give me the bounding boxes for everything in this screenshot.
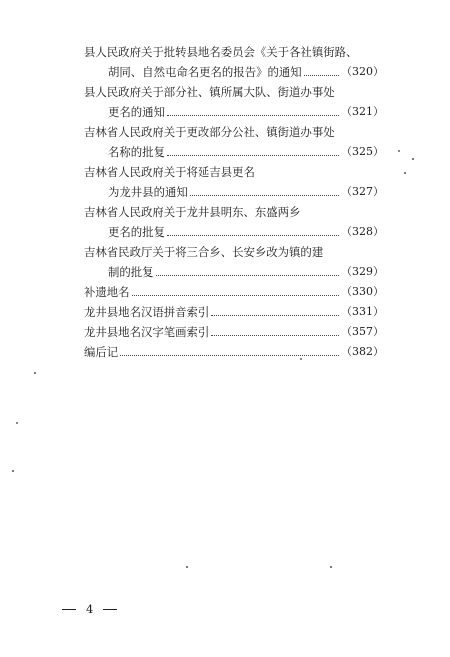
- toc-line: [84, 202, 384, 222]
- toc-page-number: （327）: [341, 185, 384, 198]
- scan-speck: [300, 358, 302, 360]
- page-footer: [62, 602, 152, 616]
- toc-entry-text: 吉林省人民政府关于龙井县明东、东盛两乡: [84, 205, 301, 219]
- toc-entry-text: 更名的批复: [108, 225, 165, 239]
- toc-line: [84, 142, 384, 162]
- toc-entry-text: 编后记: [84, 345, 119, 359]
- footer-dash-left: [62, 609, 76, 610]
- dot-leader: [304, 75, 339, 76]
- toc-entry-text: 吉林省人民政府关于将延吉县更名: [84, 165, 255, 179]
- scan-speck: [412, 158, 414, 160]
- toc-line: [84, 62, 384, 82]
- toc-line: [84, 342, 384, 362]
- table-of-contents: [84, 42, 384, 362]
- scan-speck: [16, 422, 18, 424]
- toc-page-number: （325）: [341, 145, 384, 158]
- toc-page-number: （328）: [341, 225, 384, 238]
- toc-page-number: （357）: [341, 325, 384, 338]
- toc-line: [84, 302, 384, 322]
- scan-speck: [404, 172, 406, 174]
- scan-speck: [34, 372, 36, 374]
- toc-entry-text: 吉林省民政厅关于将三合乡、长安乡改为镇的建: [84, 245, 324, 259]
- dot-leader: [211, 315, 339, 316]
- scan-speck: [398, 150, 400, 152]
- dot-leader: [190, 195, 339, 196]
- toc-line: [84, 162, 384, 182]
- toc-entry-text: 名称的批复: [108, 145, 165, 159]
- footer-dash-right: [103, 609, 117, 610]
- toc-page-number: （321）: [341, 105, 384, 118]
- toc-page-number: （329）: [341, 265, 384, 278]
- toc-entry-text: 县人民政府关于批转县地名委员会《关于各社镇街路、: [84, 45, 358, 59]
- dot-leader: [167, 115, 339, 116]
- scan-speck: [186, 566, 188, 568]
- toc-page-number: （330）: [341, 285, 384, 298]
- toc-page-number: （382）: [341, 345, 384, 358]
- toc-page-number: （331）: [341, 305, 384, 318]
- toc-line: [84, 122, 384, 142]
- toc-entry-text: 龙井县地名汉语拼音索引: [84, 305, 210, 319]
- toc-entry-text: 补遗地名: [84, 285, 130, 299]
- toc-line: [84, 182, 384, 202]
- scan-speck: [12, 470, 14, 472]
- dot-leader: [167, 155, 339, 156]
- dot-leader: [156, 275, 339, 276]
- toc-entry-text: 县人民政府关于部分社、镇所属大队、街道办事处: [84, 85, 335, 99]
- toc-line: [84, 222, 384, 242]
- toc-line: [84, 42, 384, 62]
- toc-line: [84, 282, 384, 302]
- toc-entry-text: 更名的通知: [108, 105, 165, 119]
- scan-speck: [330, 566, 332, 568]
- toc-entry-text: 龙井县地名汉字笔画索引: [84, 325, 210, 339]
- toc-entry-text: 制的批复: [108, 265, 154, 279]
- toc-entry-text: 为龙井县的通知: [108, 185, 188, 199]
- dot-leader: [120, 355, 339, 356]
- toc-line: [84, 262, 384, 282]
- page-number: 4: [86, 602, 94, 616]
- dot-leader: [132, 295, 339, 296]
- toc-page-number: （320）: [341, 65, 384, 78]
- dot-leader: [167, 235, 339, 236]
- toc-entry-text: 胡同、自然屯命名更名的报告》的通知: [108, 65, 302, 79]
- toc-line: [84, 82, 384, 102]
- toc-line: [84, 242, 384, 262]
- toc-line: [84, 102, 384, 122]
- toc-line: [84, 322, 384, 342]
- dot-leader: [211, 335, 339, 336]
- toc-entry-text: 吉林省人民政府关于更改部分公社、镇街道办事处: [84, 125, 335, 139]
